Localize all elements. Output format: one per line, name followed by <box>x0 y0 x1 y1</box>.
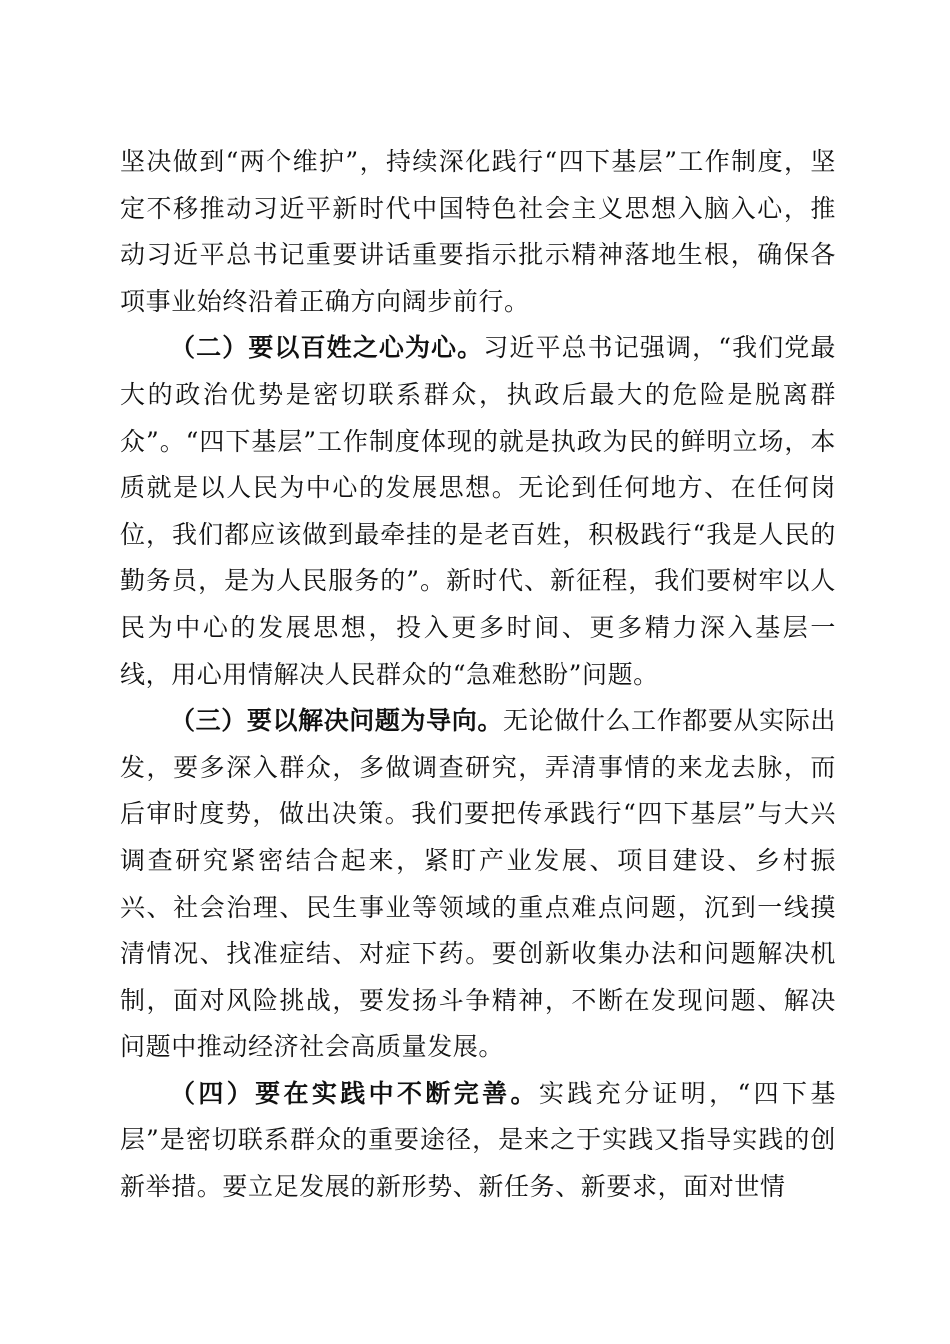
section-heading: （二）要以百姓之心为心。 <box>170 333 484 363</box>
document-body <box>120 139 836 1211</box>
paragraph-section-4 <box>120 1071 836 1211</box>
paragraph-continuation <box>120 139 836 325</box>
paragraph-section-3 <box>120 698 836 1071</box>
paragraph-text: 无论做什么工作都要从实际出发，要多深入群众，多做调查研究，弄清事情的来龙去脉，而后审时度势，做出决策。我们要把传承践行“四下基层”与大兴调查研究紧密结合起来，紧盯产业发展、项目建设、乡村振兴、社会治理、民生事业等领域的重点难点问题，沉到一线摸清情况、找准症结、对症下药。要创新收集办法和问题解决机制，面对风险挑战，要发扬斗争精神，不断在发现问题、解决问题中推动经济社会高质量发展。 <box>120 706 836 1062</box>
section-heading: （三）要以解决问题为导向。 <box>170 706 503 736</box>
paragraph-text: 实践充分证明，“四下基层”是密切联系群众的重要途径，是来之于实践又指导实践的创新举措。要立足发展的新形势、新任务、新要求，面对世情 <box>120 1078 836 1202</box>
paragraph-text: 习近平总书记强调，“我们党最大的政治优势是密切联系群众，执政后最大的危险是脱离群众”。“四下基层”工作制度体现的就是执政为民的鲜明立场，本质就是以人民为中心的发展思想。无论到任何地方、在任何岗位，我们都应该做到最牵挂的是老百姓，积极践行“我是人民的勤务员，是为人民服务的”。新时代、新征程，我们要树牢以人民为中心的发展思想，投入更多时间、更多精力深入基层一线，用心用情解决人民群众的“急难愁盼”问题。 <box>120 333 837 689</box>
paragraph-text: 坚决做到“两个维护”，持续深化践行“四下基层”工作制度，坚定不移推动习近平新时代中国特色社会主义思想入脑入心，推动习近平总书记重要讲话重要指示批示精神落地生根，确保各项事业始终沿着正确方向阔步前行。 <box>120 147 836 316</box>
section-heading: （四）要在实践中不断完善。 <box>170 1078 539 1108</box>
paragraph-section-2 <box>120 325 836 698</box>
